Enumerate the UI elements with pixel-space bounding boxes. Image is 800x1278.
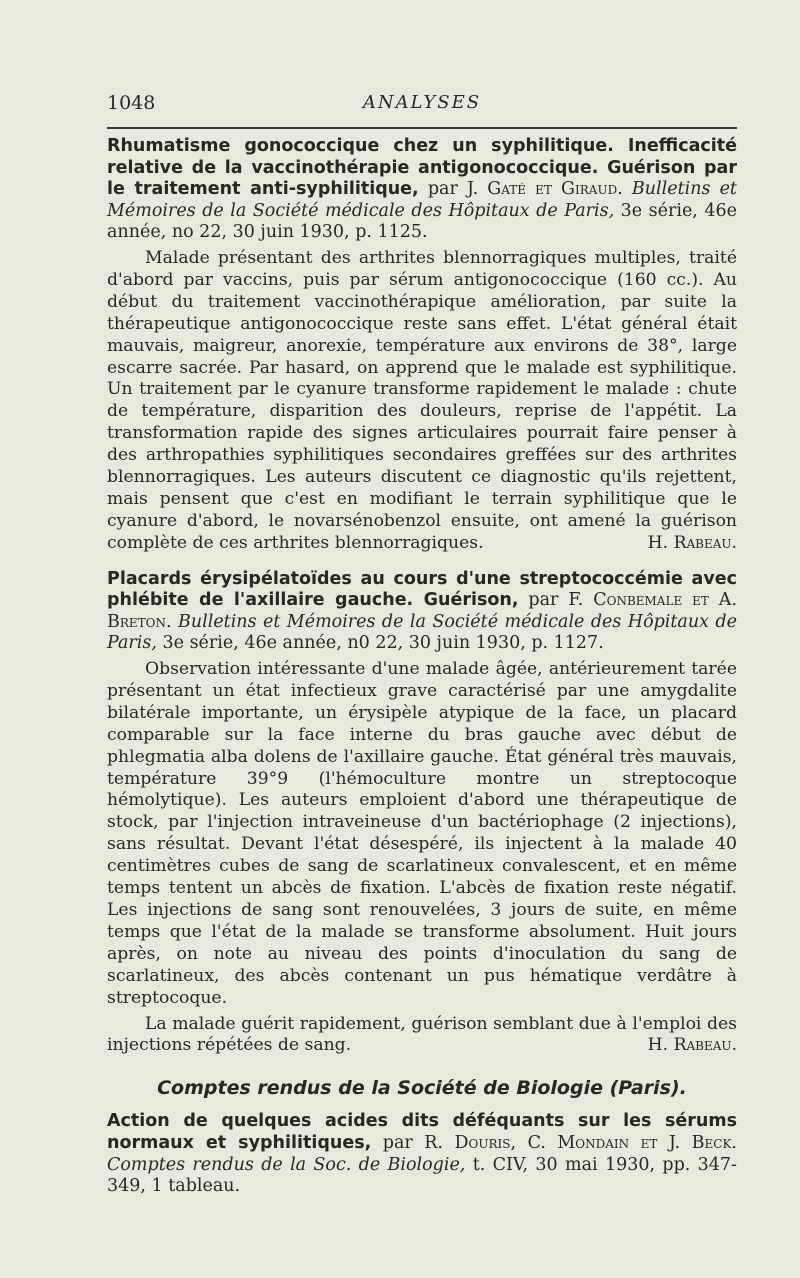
entry-authors: Conbemale et A. Breton. (107, 590, 737, 632)
entry-authors: Douris, C. Mondain et J. Beck. (454, 1132, 737, 1153)
entry-signature: H. Rabeau. (647, 532, 737, 553)
abstract-entry (107, 136, 737, 555)
entry-details: 3e série, 46e année, no 22, 30 juin 1930, p. 1125. (107, 200, 737, 243)
abstract-entry (107, 569, 737, 1058)
entry-title: Rhumatisme gonococcique chez un syphilitique. Inefficacité relative de la vaccinothérapie antigonococcique. Guérison par le traitement anti-syphilitique, (107, 136, 737, 200)
entry-details: 3e série, 46e année, n0 22, 30 juin 1930, p. 1127. (162, 633, 604, 654)
header-rule (107, 127, 737, 129)
entry-par: par F. (528, 590, 584, 611)
page-number: 1048 (107, 92, 156, 114)
entry-source: Bulletins et Mémoires de la Société médicale des Hôpitaux de Paris, (107, 611, 737, 654)
entry-body-continued (107, 1014, 737, 1058)
entry-title: Action de quelques acides dits déféquants sur les sérums normaux et syphilitiques, (107, 1111, 737, 1153)
entry-body2-text: La malade guérit rapidement, guérison semblant due à l'emploi des injections répétées de sang. (107, 1013, 737, 1056)
entry-heading (107, 136, 737, 244)
abstract-entry (107, 1111, 737, 1197)
entry-par: par R. (382, 1132, 444, 1153)
entry-body: Observation intéressante d'une malade âgée, antérieurement tarée présentant un état infectieux grave caractérisé par une amygdalite bilatérale importante, un érysipèle atypique de la face, un placard comparable sur la face interne du bras gauche avec début de phlegmatia alba dolens de l'axillaire gauche. État général très mauvais, température 39°9 (l'hémoculture montre un streptocoque hémolytique). Les auteurs emploient d'abord une thérapeutique de stock, par l'injection intraveineuse d'un bactériophage (2 injections), sans résultat. Devant l'état désespéré, ils injectent à la malade 40 centimètres cubes de sang de scarlatineux convalescent, et en même temps tentent un abcès de fixation. L'abcès de fixation reste négatif. Les injections de sang sont renouvelées, 3 jours de suite, en même temps que l'état de la malade se transforme absolument. Huit jours après, on note au niveau des points d'inoculation du sang de scarlatineux, des abcès contenant un pus hématique verdâtre à streptocoque. (107, 659, 737, 1008)
entry-title: Placards érysipélatoïdes au cours d'une streptococcémie avec phlébite de l'axillaire gauche. Guérison, (107, 568, 737, 611)
entry-signature: H. Rabeau. (647, 1035, 737, 1056)
page-header (107, 92, 737, 122)
entry-par: par J. (427, 179, 479, 200)
page-content (107, 136, 737, 1198)
entry-body (107, 248, 737, 555)
entry-source: Comptes rendus de la Soc. de Biologie, (107, 1154, 466, 1175)
running-title: ANALYSES (362, 92, 482, 113)
entry-heading (107, 1111, 737, 1197)
entry-body-text: Malade présentant des arthrites blennorragiques multiples, traité d'abord par vaccins, puis par sérum antigonococcique (160 cc.). Au début du traitement vaccinothérapique amélioration, par suite la thérapeutique antigonococcique reste sans effet. L'état général était mauvais, maigreur, anorexie, température aux environs de 38°, large escarre sacrée. Par hasard, on apprend que le malade est syphilitique. Un traitement par le cyanure transforme rapidement le malade : chute de température, disparition des douleurs, reprise de l'appétit. La transformation rapide des signes articulaires pourrait faire penser à des arthropathies syphilitiques secondaires greffées sur des arthrites blennorragiques. Les auteurs discutent ce diagnostic qu'ils rejettent, mais pensent que c'est en modifiant le terrain syphilitique que le cyanure d'abord, le novarsénobenzol ensuite, ont amené la guérison complète de ces arthrites blennorragiques. (107, 247, 737, 553)
entry-source: Bulletins et Mémoires de la Société médicale des Hôpitaux de Paris, (107, 179, 737, 221)
entry-details: t. CIV, 30 mai 1930, pp. 347-349, 1 tableau. (107, 1154, 737, 1197)
section-title: Comptes rendus de la Société de Biologie (Paris). (157, 1077, 687, 1100)
entry-heading (107, 569, 737, 655)
entry-authors: Gaté et Giraud. (487, 179, 623, 200)
